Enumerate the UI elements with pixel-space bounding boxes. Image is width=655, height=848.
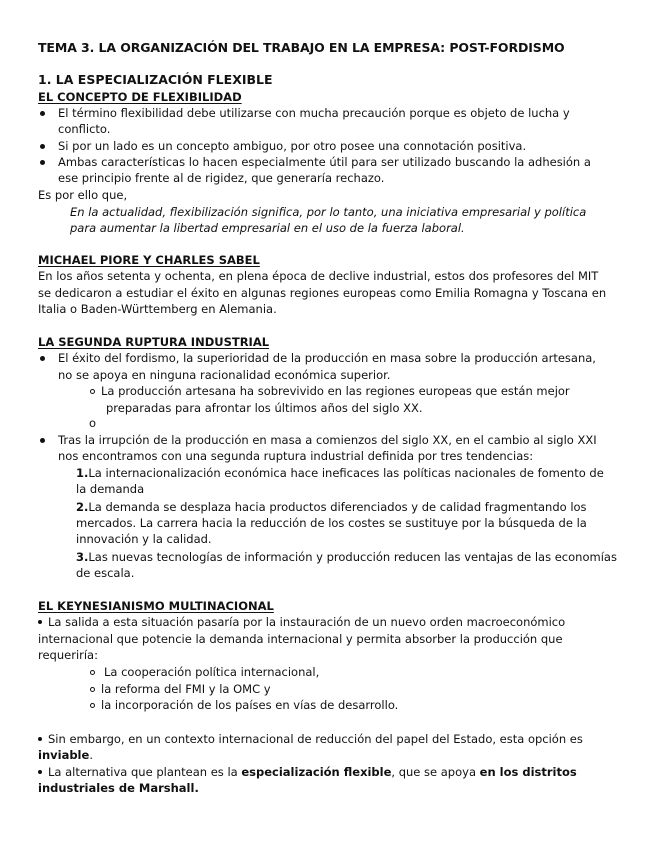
tendency-3-text: Las nuevas tecnologías de información y producción reducen las ventajas de las economías bbox=[88, 550, 617, 564]
tendency-2-line-1 bbox=[76, 499, 587, 515]
keynes-p3-especializacion: especialización flexible bbox=[241, 765, 392, 779]
page-title: TEMA 3. LA ORGANIZACIÓN DEL TRABAJO EN LA EMPRESA: POST-FORDISMO bbox=[38, 40, 565, 55]
piore-line-1: En los años setenta y ochenta, en plena época de declive industrial, estos dos profesores del MIT bbox=[38, 269, 599, 283]
tendency-1-line-1 bbox=[76, 465, 604, 481]
flex-quote-line-2: para aumentar la libertad empresarial en el uso de la fuerza laboral. bbox=[70, 221, 465, 235]
piore-line-2: se dedicaron a estudiar el éxito en algunas regiones europeas como Emilia Romagna y Toscana en bbox=[38, 286, 607, 300]
ruptura-bullet-1-line-1: El éxito del fordismo, la superioridad de la producción en masa sobre la producción artesana, bbox=[58, 351, 596, 365]
keynes-p2-line-2 bbox=[38, 747, 93, 763]
tendency-1-line-2: la demanda bbox=[76, 482, 145, 496]
circle-bullet-icon bbox=[90, 687, 95, 692]
bullet-icon bbox=[38, 737, 42, 741]
piore-line-3: Italia o Baden-Württemberg en Alemania. bbox=[38, 302, 277, 316]
keynes-p3-mid: , que se apoya bbox=[391, 765, 480, 779]
keynes-sub-1: La cooperación política internacional, bbox=[104, 665, 320, 679]
flex-es-por: Es por ello que, bbox=[38, 188, 128, 202]
keynes-p3-line-2 bbox=[38, 780, 199, 796]
keynes-p1-line-2: internacional que potencie la demanda internacional y permita absorber la producción que bbox=[38, 632, 563, 646]
ruptura-sub-2-marker: o bbox=[89, 416, 97, 430]
ruptura-sub-1-line-1: La producción artesana ha sobrevivido en las regiones europeas que están mejor bbox=[101, 384, 570, 398]
section-heading-1: 1. LA ESPECIALIZACIÓN FLEXIBLE bbox=[38, 72, 273, 87]
keynes-p3-distritos: en los distritos bbox=[479, 765, 577, 779]
bullet-icon bbox=[40, 111, 45, 116]
tendency-3-line-1 bbox=[76, 549, 617, 565]
tendency-3-line-2: de escala. bbox=[76, 566, 135, 580]
keynes-p3-pre: La alternativa que plantean es la bbox=[48, 765, 242, 779]
ruptura-bullet-1-line-2: no se apoya en ninguna racionalidad económica superior. bbox=[58, 368, 391, 382]
ruptura-bullet-2-line-1: Tras la irrupción de la producción en masa a comienzos del siglo XX, en el cambio al siglo XXI bbox=[58, 433, 597, 447]
flex-bullet-3-line-2: ese principio frente al de rigidez, que generaría rechazo. bbox=[58, 171, 385, 185]
circle-bullet-icon bbox=[90, 703, 95, 708]
tendency-2-text: La demanda se desplaza hacia productos diferenciados y de calidad fragmentando los bbox=[88, 500, 587, 514]
flex-bullet-1-line-2: conflicto. bbox=[58, 122, 111, 136]
keynes-p3-marshall: industriales de Marshall. bbox=[38, 781, 199, 795]
ruptura-bullet-2-line-2: nos encontramos con una segunda ruptura industrial definida por tres tendencias: bbox=[58, 449, 534, 463]
ruptura-heading: LA SEGUNDA RUPTURA INDUSTRIAL bbox=[38, 335, 270, 349]
tendency-2-line-2: mercados. La carrera hacia la reducción de los costes se sustituye por la búsqueda de la bbox=[76, 516, 587, 530]
keynes-sub-3: la incorporación de los países en vías de desarrollo. bbox=[101, 698, 399, 712]
flex-bullet-3-line-1: Ambas características lo hacen especialmente útil para ser utilizado buscando la adhesión a bbox=[58, 155, 591, 169]
flexibility-heading: EL CONCEPTO DE FLEXIBILIDAD bbox=[38, 90, 242, 104]
circle-bullet-icon bbox=[90, 389, 95, 394]
bullet-icon bbox=[38, 770, 42, 774]
keynes-heading: EL KEYNESIANISMO MULTINACIONAL bbox=[38, 599, 274, 613]
piore-sabel-heading: MICHAEL PIORE Y CHARLES SABEL bbox=[38, 253, 260, 267]
keynes-inviable: inviable bbox=[38, 748, 90, 762]
flex-bullet-2: Si por un lado es un concepto ambiguo, por otro posee una connotación positiva. bbox=[58, 139, 527, 153]
bullet-icon bbox=[38, 620, 42, 624]
flex-bullet-1-line-1: El término flexibilidad debe utilizarse con mucha precaución porque es objeto de lucha y bbox=[58, 106, 570, 120]
keynes-p3-line-1 bbox=[48, 764, 577, 780]
keynes-sub-2: la reforma del FMI y la OMC y bbox=[101, 682, 271, 696]
bullet-icon bbox=[40, 160, 45, 165]
bullet-icon bbox=[40, 144, 45, 149]
circle-bullet-icon bbox=[90, 670, 95, 675]
tendency-3-number: 3. bbox=[76, 550, 89, 564]
tendency-2-line-3: innovación y la calidad. bbox=[76, 532, 212, 546]
keynes-p1-line-1: La salida a esta situación pasaría por la instauración de un nuevo orden macroeconómico bbox=[48, 615, 566, 629]
bullet-icon bbox=[40, 438, 45, 443]
keynes-p2-period: . bbox=[89, 748, 93, 762]
flex-quote-line-1: En la actualidad, flexibilización significa, por lo tanto, una iniciativa empresarial y política bbox=[70, 205, 587, 219]
keynes-p1-line-3: requeriría: bbox=[38, 648, 98, 662]
tendency-1-text: La internacionalización económica hace ineficaces las políticas nacionales de fomento de bbox=[88, 466, 604, 480]
tendency-2-number: 2. bbox=[76, 500, 89, 514]
tendency-1-number: 1. bbox=[76, 466, 89, 480]
bullet-icon bbox=[40, 356, 45, 361]
ruptura-sub-1-line-2: preparadas para afrontar los últimos años del siglo XX. bbox=[106, 401, 423, 415]
keynes-p2-line-1: Sin embargo, en un contexto internacional de reducción del papel del Estado, esta opción es bbox=[48, 732, 583, 746]
